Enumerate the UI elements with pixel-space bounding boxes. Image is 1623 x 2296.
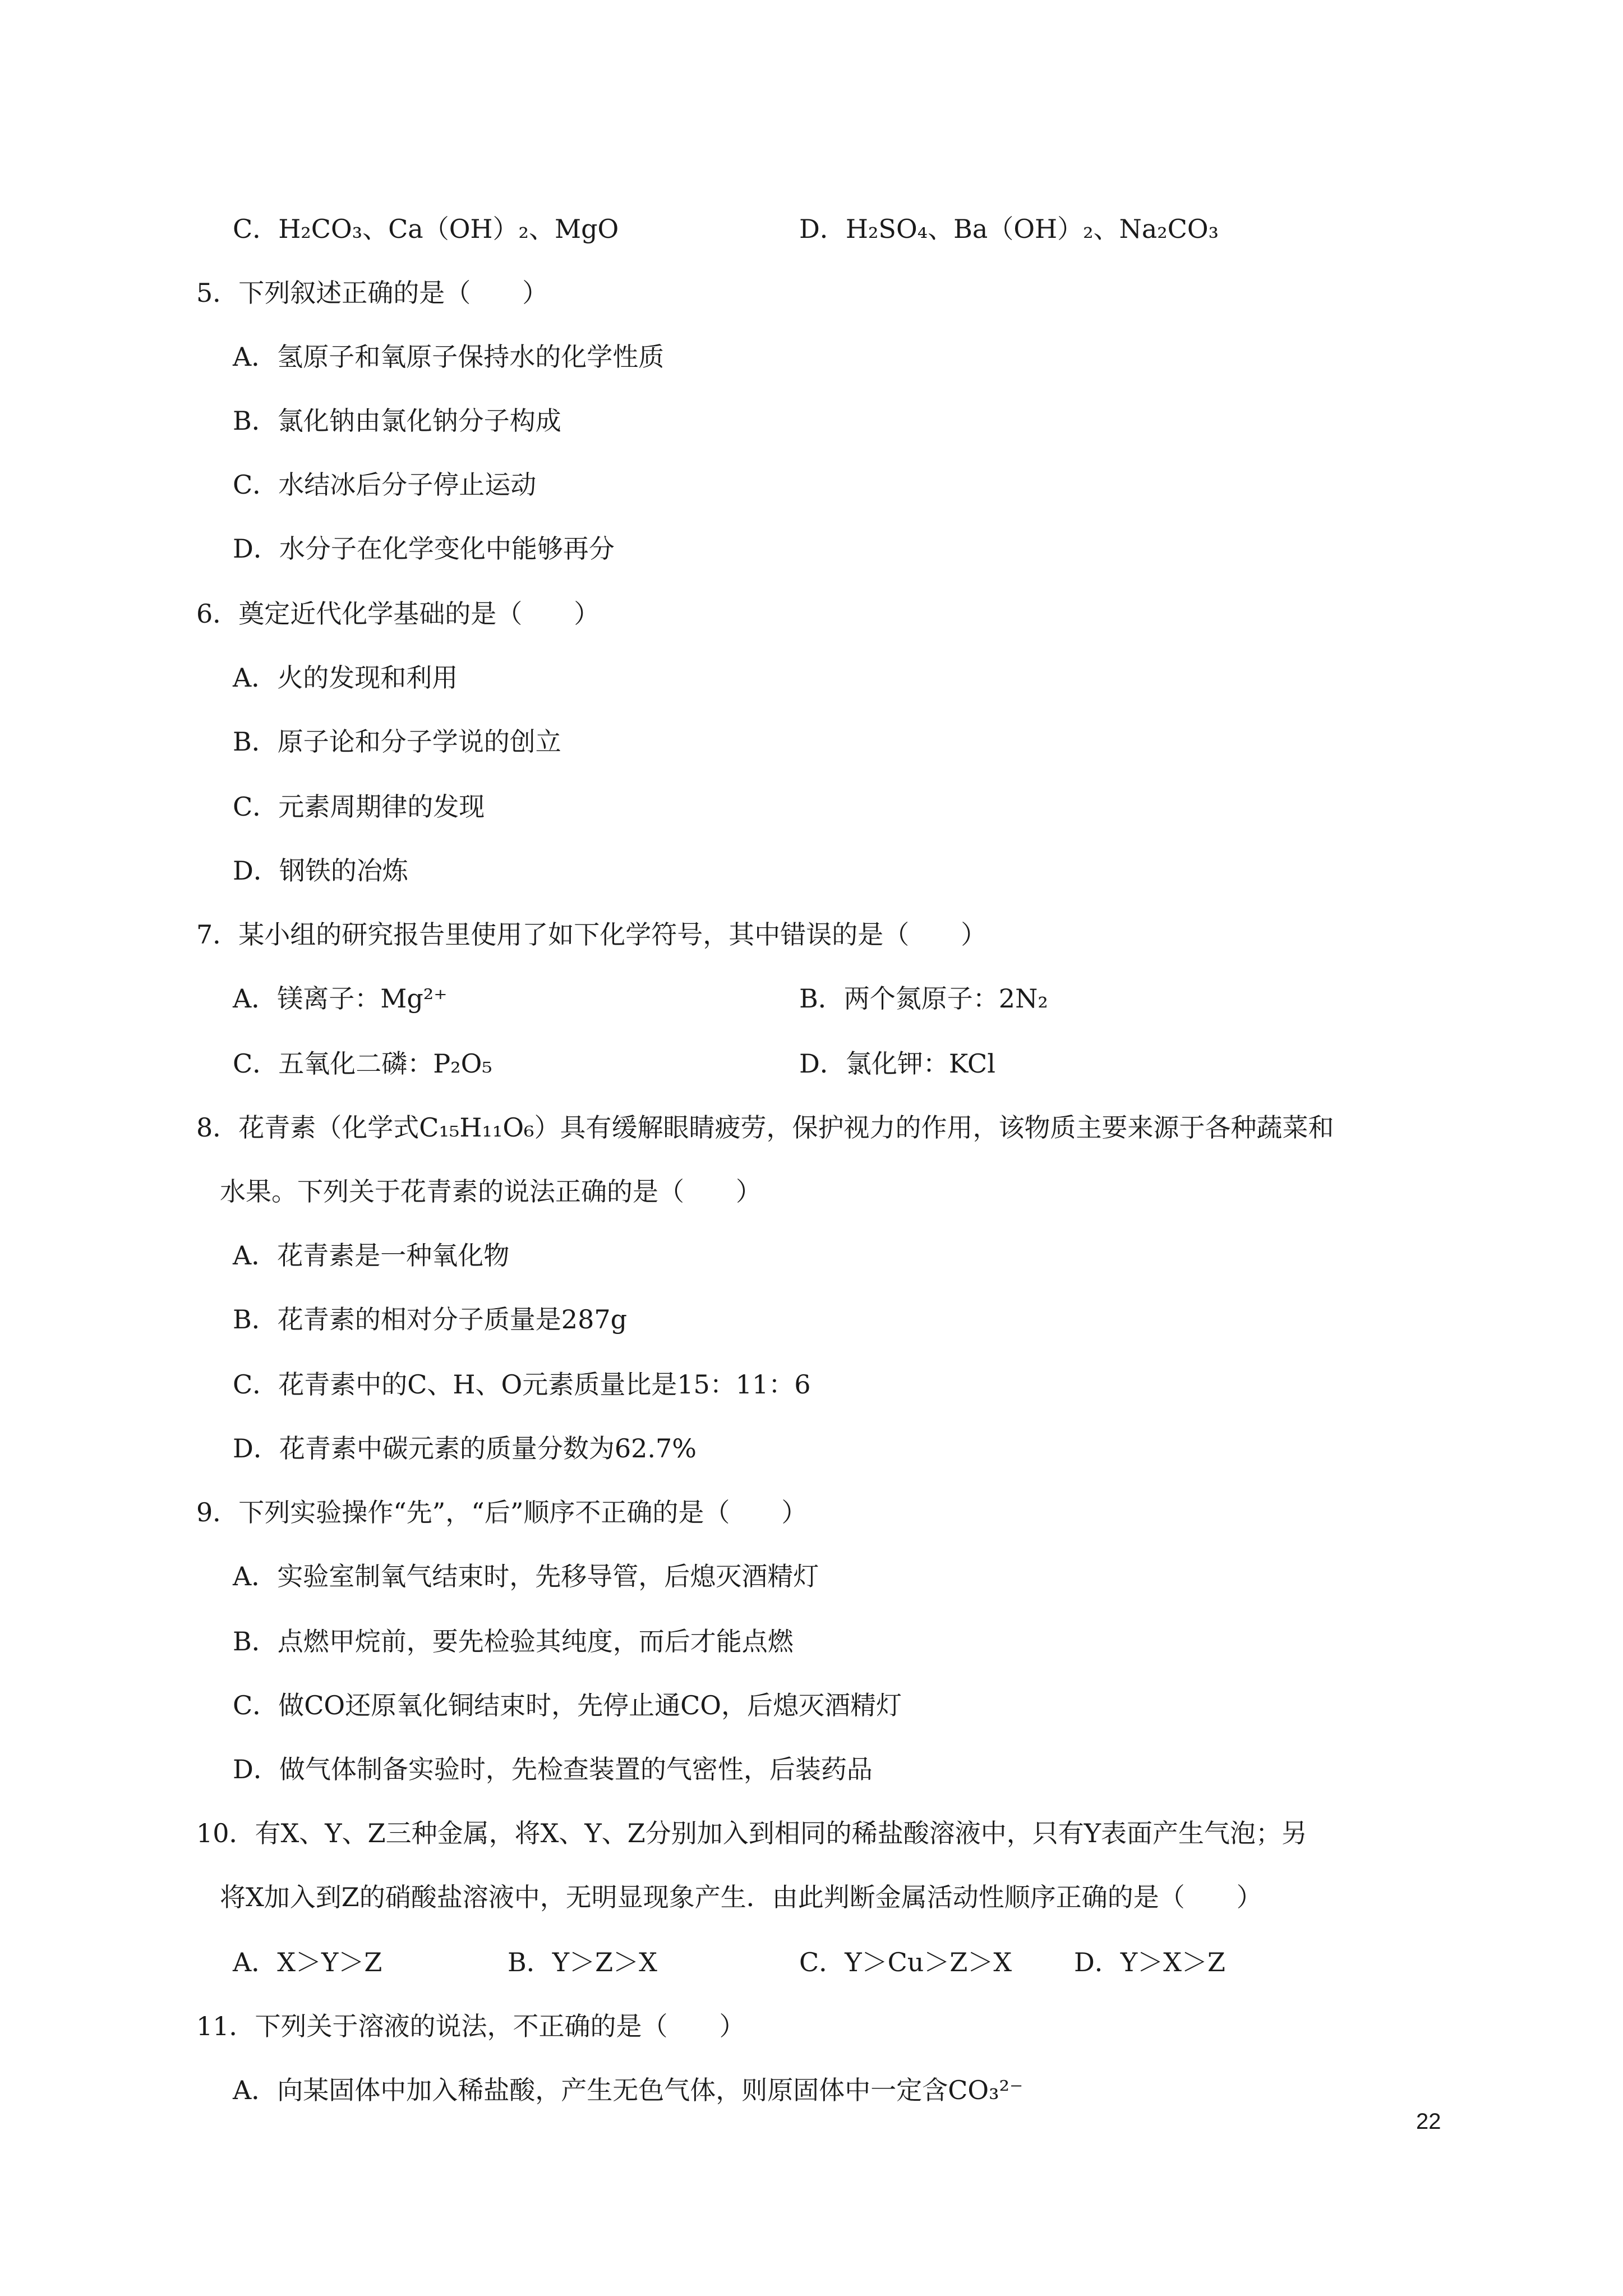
q5-option-c: C．水结冰后分子停止运动: [233, 470, 537, 500]
q7-option-a: A．镁离子：Mg²⁺: [233, 983, 448, 1014]
question-5: 5．下列叙述正确的是（ ）: [196, 278, 548, 308]
q9-option-a: A．实验室制氧气结束时，先移导管，后熄灭酒精灯: [233, 1561, 819, 1591]
question-10-continued: 将X加入到Z的硝酸盐溶液中，无明显现象产生．由此判断金属活动性顺序正确的是（ ）: [220, 1882, 1262, 1912]
q9-option-b: B．点燃甲烷前，要先检验其纯度，而后才能点燃: [233, 1626, 794, 1657]
q6-option-c: C．元素周期律的发现: [233, 792, 485, 822]
q5-option-a: A．氢原子和氧原子保持水的化学性质: [233, 342, 665, 372]
q5-option-d: D．水分子在化学变化中能够再分: [233, 533, 615, 564]
question-11: 11．下列关于溶液的说法，不正确的是（ ）: [196, 2011, 745, 2041]
question-8-continued: 水果。下列关于花青素的说法正确的是（ ）: [220, 1176, 762, 1207]
q7-option-c: C．五氧化二磷：P₂O₅: [233, 1048, 492, 1079]
q8-option-a: A．花青素是一种氧化物: [233, 1240, 510, 1271]
question-9: 9．下列实验操作“先”，“后”顺序不正确的是（ ）: [196, 1497, 808, 1527]
q6-option-a: A．火的发现和利用: [233, 662, 458, 693]
q6-option-d: D．钢铁的冶炼: [233, 855, 408, 886]
q7-option-b: B．两个氮原子：2N₂: [799, 983, 1048, 1014]
q8-option-c: C．花青素中的C、H、O元素质量比是15：11：6: [233, 1369, 811, 1400]
question-6: 6．奠定近代化学基础的是（ ）: [196, 599, 600, 629]
q10-option-b: B．Y＞Z＞X: [508, 1947, 657, 1977]
q9-option-c: C．做CO还原氧化铜结束时，先停止通CO，后熄灭酒精灯: [233, 1690, 902, 1720]
q10-option-a: A．X＞Y＞Z: [233, 1947, 382, 1977]
question-10: 10．有X、Y、Z三种金属，将X、Y、Z分别加入到相同的稀盐酸溶液中，只有Y表面产生气泡；另: [196, 1818, 1308, 1848]
question-7: 7．某小组的研究报告里使用了如下化学符号，其中错误的是（ ）: [196, 919, 987, 950]
q6-option-b: B．原子论和分子学说的创立: [233, 726, 561, 757]
q10-option-d: D．Y＞X＞Z: [1074, 1947, 1225, 1977]
q11-option-a: A．向某固体中加入稀盐酸，产生无色气体，则原固体中一定含CO₃²⁻: [233, 2075, 1023, 2105]
option-d-prev: D．H₂SO₄、Ba（OH）₂、Na₂CO₃: [799, 214, 1219, 244]
q8-option-b: B．花青素的相对分子质量是287g: [233, 1304, 628, 1335]
option-c-prev: C．H₂CO₃、Ca（OH）₂、MgO: [233, 214, 619, 244]
q9-option-d: D．做气体制备实验时，先检查装置的气密性，后装药品: [233, 1754, 873, 1784]
q7-option-d: D．氯化钾：KCl: [799, 1048, 995, 1079]
q8-option-d: D．花青素中碳元素的质量分数为62.7%: [233, 1433, 697, 1464]
question-8: 8．花青素（化学式C₁₅H₁₁O₆）具有缓解眼睛疲劳，保护视力的作用，该物质主要来源于各种蔬菜和: [196, 1112, 1334, 1143]
q5-option-b: B．氯化钠由氯化钠分子构成: [233, 406, 561, 436]
q10-option-c: C．Y＞Cu＞Z＞X: [799, 1947, 1012, 1977]
page-number: 22: [1416, 2109, 1441, 2134]
